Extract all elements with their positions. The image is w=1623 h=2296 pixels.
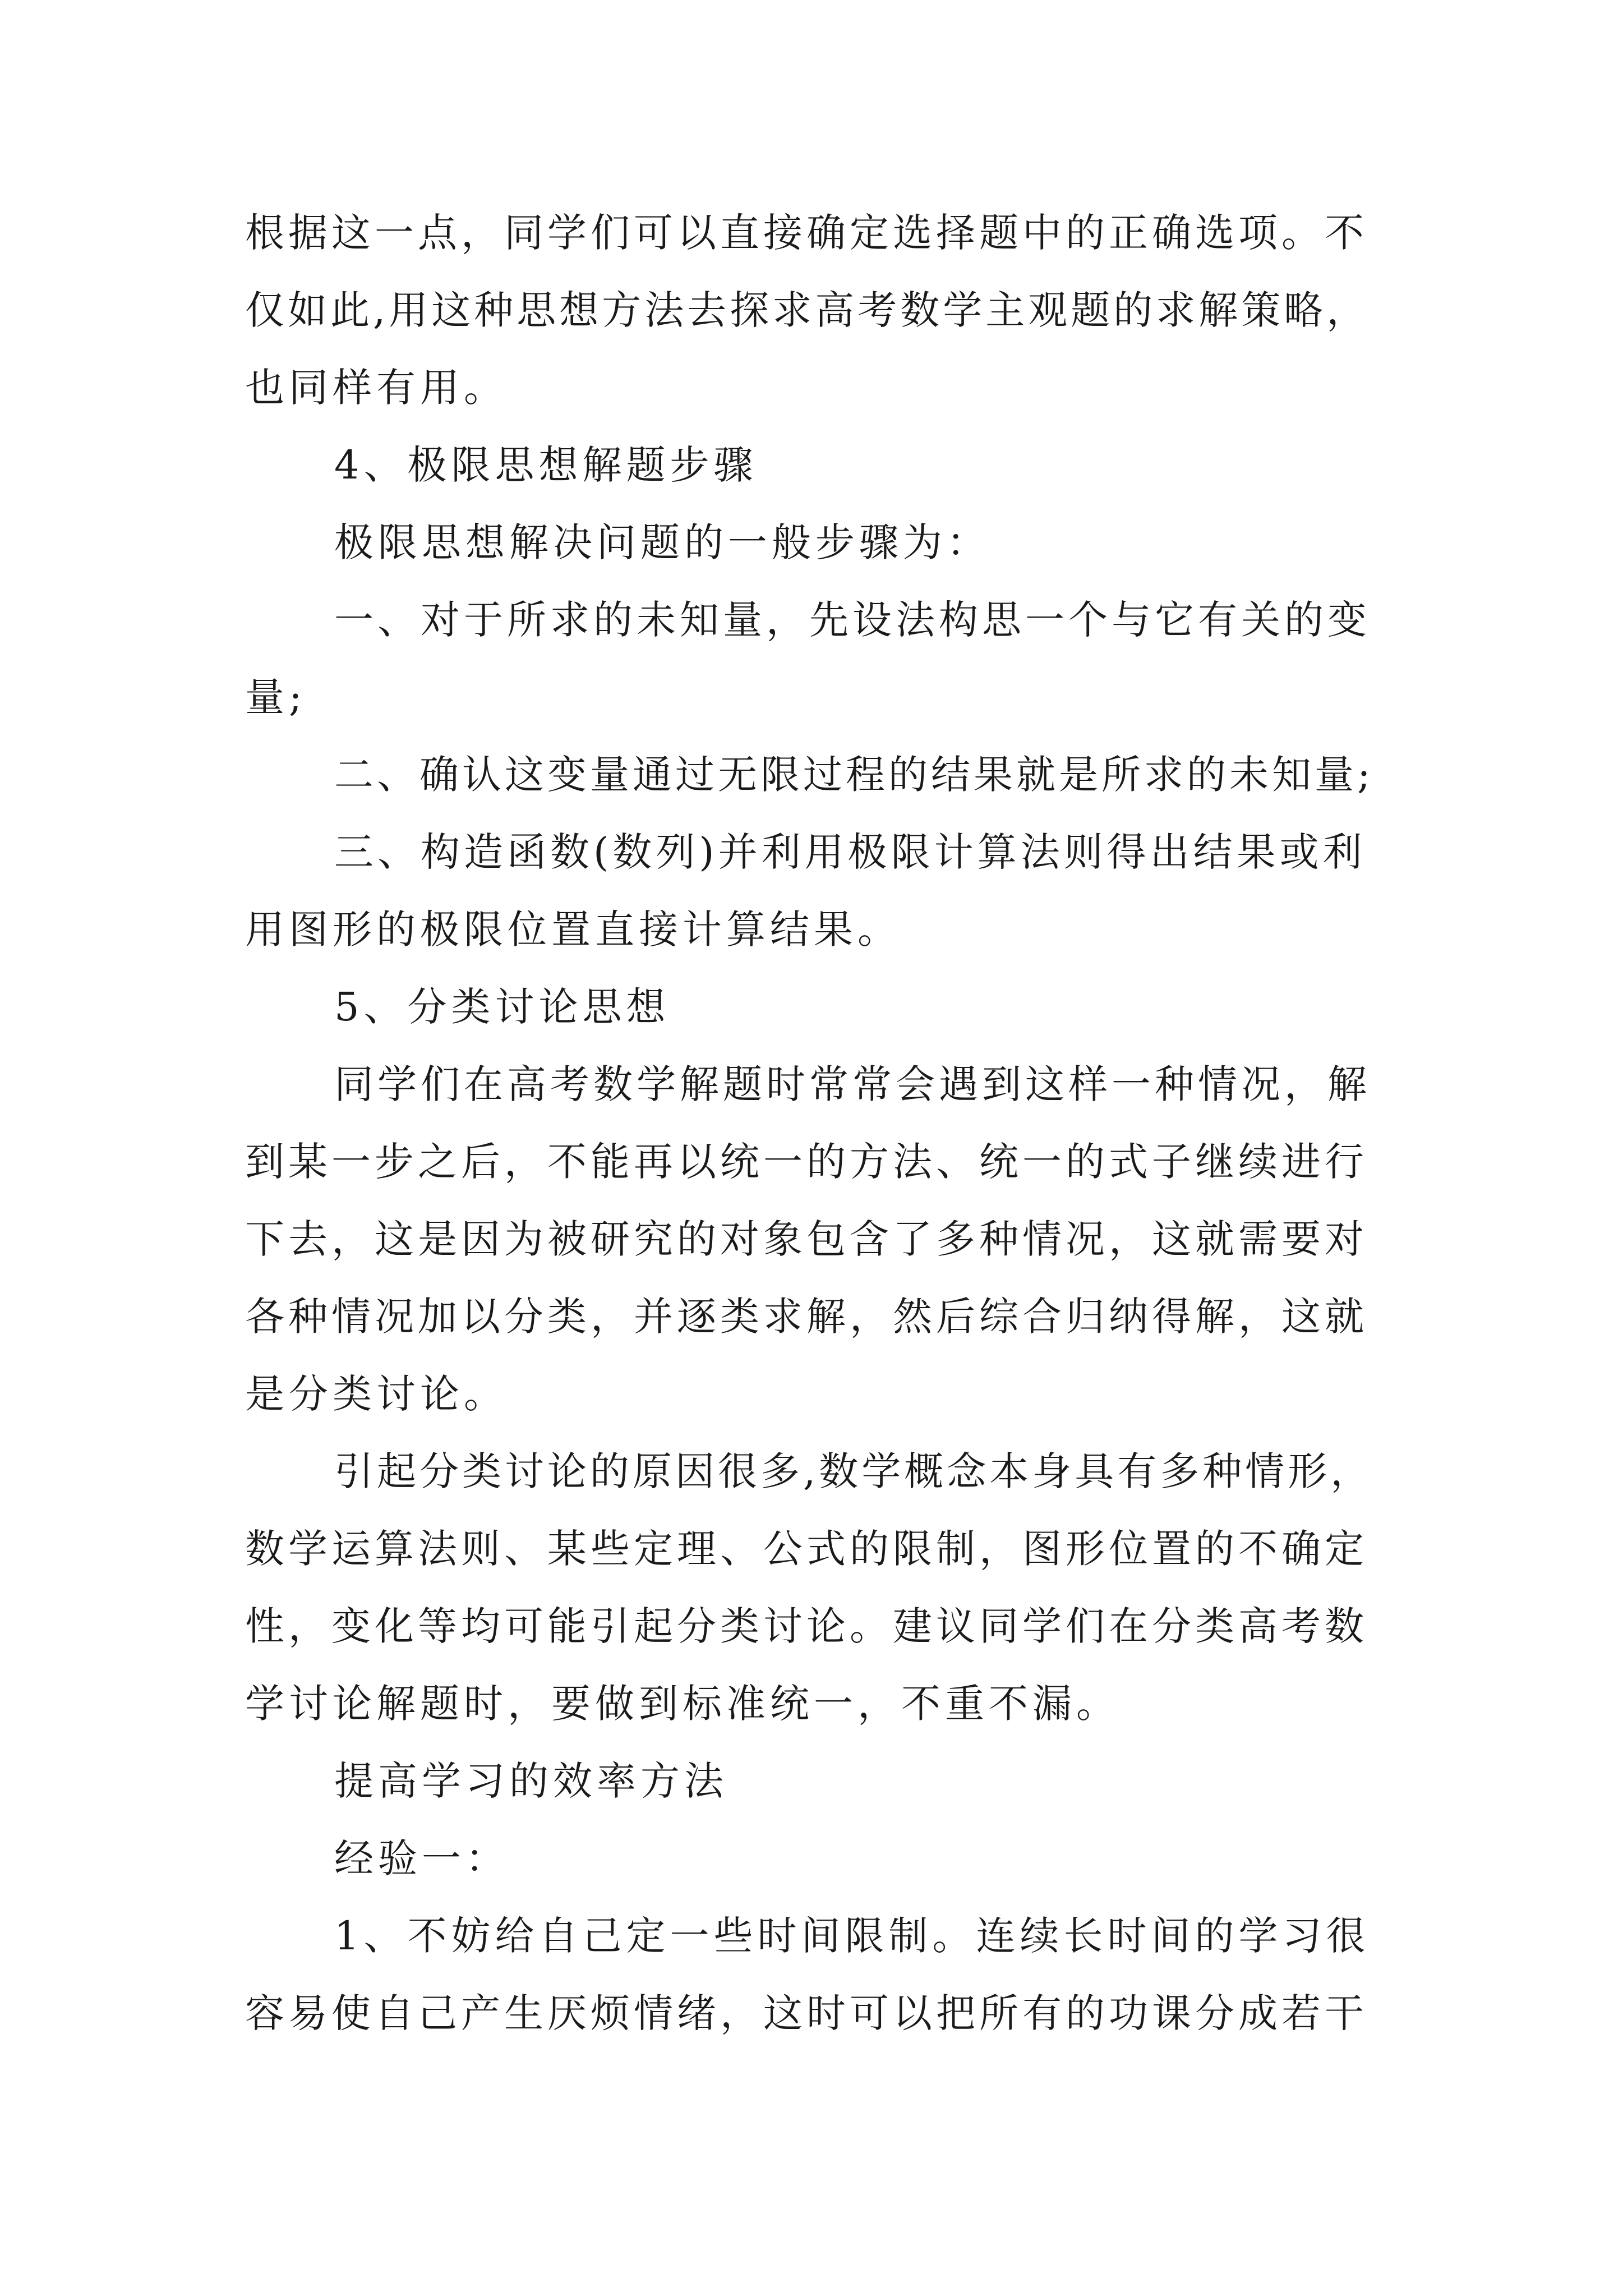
text-line: 三、构造函数(数列)并利用极限计算法则得出结果或利 bbox=[334, 829, 1366, 875]
section-heading: 5、分类讨论思想 bbox=[334, 984, 670, 1030]
text-line: 根据这一点，同学们可以直接确定选择题中的正确选项。不 bbox=[245, 210, 1368, 256]
text-line: 也同样有用。 bbox=[245, 365, 508, 411]
text-line: 经验一： bbox=[334, 1835, 509, 1881]
text-line: 各种情况加以分类，并逐类求解，然后综合归纳得解，这就 bbox=[245, 1294, 1368, 1340]
text-line: 学讨论解题时，要做到标准统一，不重不漏。 bbox=[245, 1681, 1120, 1727]
text-line: 性，变化等均可能引起分类讨论。建议同学们在分类高考数 bbox=[245, 1603, 1368, 1649]
text-line: 是分类讨论。 bbox=[245, 1371, 508, 1417]
text-line: 容易使自己产生厌烦情绪，这时可以把所有的功课分成若干 bbox=[245, 1990, 1368, 2036]
text-line: 1、不妨给自己定一些时间限制。连续长时间的学习很 bbox=[334, 1913, 1370, 1959]
text-line: 用图形的极限位置直接计算结果。 bbox=[245, 907, 901, 953]
section-heading: 4、极限思想解题步骤 bbox=[334, 442, 758, 488]
text-line: 极限思想解决问题的一般步骤为： bbox=[334, 519, 990, 565]
text-line: 一、对于所求的未知量，先设法构思一个与它有关的变 bbox=[334, 597, 1371, 643]
text-line: 引起分类讨论的原因很多,数学概念本身具有多种情形， bbox=[334, 1448, 1373, 1494]
text-line: 量; bbox=[245, 674, 307, 720]
text-line: 同学们在高考数学解题时常常会遇到这样一种情况，解 bbox=[334, 1061, 1371, 1107]
text-line: 数学运算法则、某些定理、公式的限制，图形位置的不确定 bbox=[245, 1526, 1368, 1572]
text-line: 下去，这是因为被研究的对象包含了多种情况，这就需要对 bbox=[245, 1216, 1368, 1262]
section-heading: 提高学习的效率方法 bbox=[334, 1758, 728, 1804]
text-line: 到某一步之后，不能再以统一的方法、统一的式子继续进行 bbox=[245, 1139, 1368, 1185]
text-line: 仅如此,用这种思想方法去探求高考数学主观题的求解策略， bbox=[245, 287, 1370, 333]
text-line: 二、确认这变量通过无限过程的结果就是所求的未知量; bbox=[334, 752, 1374, 798]
